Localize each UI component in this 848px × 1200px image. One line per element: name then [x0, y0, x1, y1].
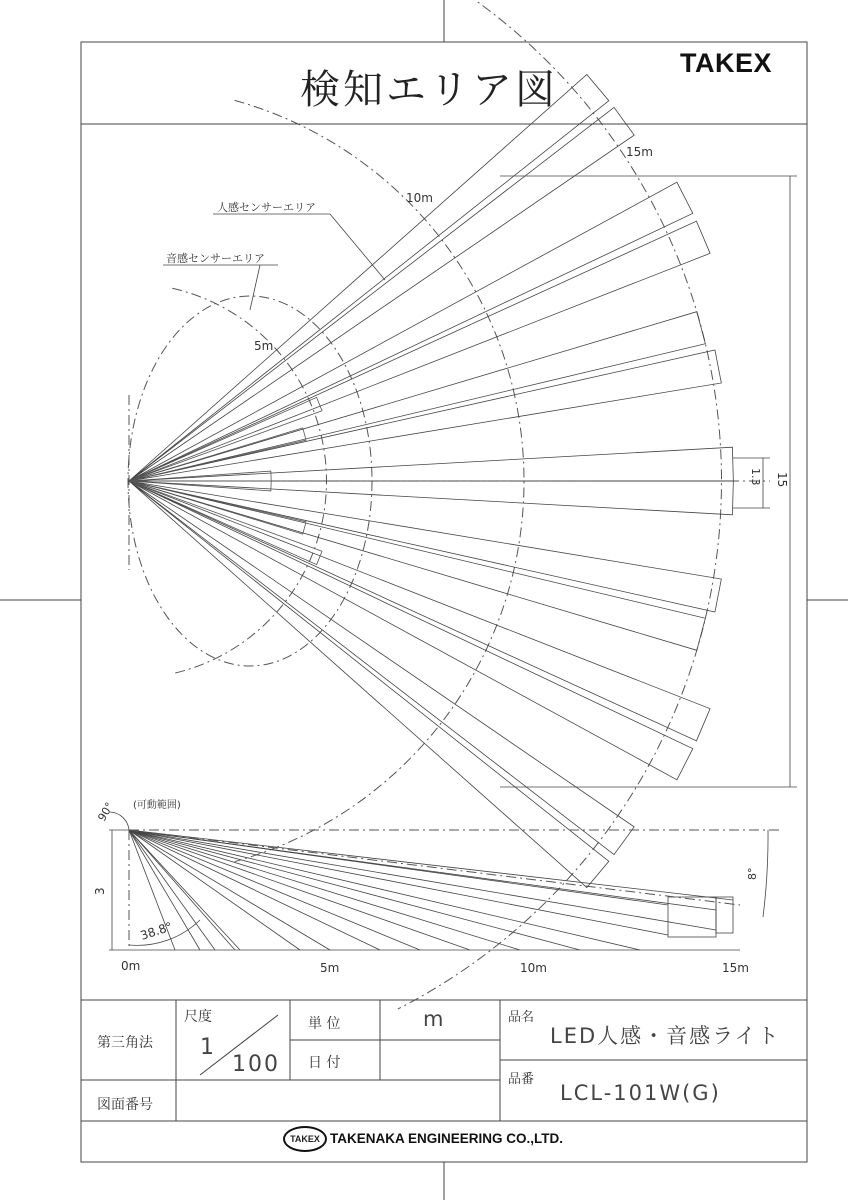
human-beam: [129, 350, 721, 481]
company-name: TAKENAKA ENGINEERING CO.,LTD.: [330, 1131, 564, 1146]
human-beam: [129, 481, 609, 888]
side-beam-ray: [129, 830, 716, 930]
side-beam-end-box: [668, 897, 716, 937]
axis-10m-label: 10m: [520, 961, 547, 975]
unit-value: m: [423, 1007, 446, 1031]
short-beam: [129, 397, 322, 481]
human-beam: [129, 107, 634, 481]
side-beam-end-box: [716, 897, 733, 933]
axis-15m-label: 15m: [722, 961, 749, 975]
human-beam: [129, 481, 634, 855]
scale-label: 尺度: [184, 1009, 212, 1025]
angle-8-label: 8°: [746, 867, 759, 880]
plan-view: [128, 0, 797, 1009]
radius-15m-label: 15m: [626, 145, 653, 159]
human-beam: [129, 481, 733, 515]
height-label: 3: [93, 887, 107, 895]
drawing-no-label: 図面番号: [97, 1097, 153, 1113]
side-beam-ray: [129, 830, 640, 950]
scale-denominator: 100: [232, 1052, 280, 1077]
range-label: (可動範囲): [133, 800, 181, 811]
human-beam: [129, 481, 705, 650]
product-name: LED人感・音感ライト: [550, 1024, 781, 1048]
brand-logo: TAKEX: [680, 48, 773, 78]
axis-5m-label: 5m: [320, 961, 340, 975]
company-logo: TAKEX: [283, 1126, 327, 1152]
scale-numerator: 1: [200, 1035, 216, 1060]
projection-label: 第三角法: [97, 1035, 153, 1051]
side-beam-ray: [129, 830, 580, 950]
human-beam: [129, 312, 705, 481]
human-beam: [129, 182, 693, 481]
drawing-frame: [81, 42, 807, 1162]
angle-90-arc: [110, 812, 129, 830]
side-beam-ray: [129, 830, 733, 900]
dim-13-label: 1.3: [749, 468, 762, 486]
side-beam-ray: [129, 830, 716, 910]
radius-10m-label: 10m: [406, 191, 433, 205]
short-beam: [129, 481, 322, 565]
dim-15-label: 15: [775, 472, 789, 488]
product-no: LCL-101W(G): [560, 1081, 721, 1105]
angle-8-arc: [763, 830, 768, 917]
page-title: 検知エリア図: [300, 67, 558, 113]
product-name-label: 品名: [508, 1010, 535, 1025]
human-beam: [129, 481, 693, 780]
date-label: 日 付: [308, 1055, 341, 1071]
unit-label: 単 位: [308, 1016, 341, 1032]
axis-0m-label: 0m: [121, 959, 141, 973]
angle-90-label: 90°: [95, 800, 117, 824]
side-beam-ray: [129, 830, 668, 935]
product-no-label: 品番: [508, 1072, 535, 1087]
sound-area-label: 音感センサーエリア: [166, 252, 265, 265]
angle-38-label: 38.8°: [138, 919, 175, 943]
radius-5m-label: 5m: [254, 339, 274, 353]
sound-label-leader: [250, 265, 260, 310]
human-area-label: 人感センサーエリア: [217, 201, 316, 214]
side-beam-ray: [129, 830, 520, 950]
human-label-leader: [330, 214, 385, 280]
arc-15m: [398, 0, 722, 1009]
human-beam: [129, 74, 609, 481]
side-view: [93, 798, 780, 975]
human-beam: [129, 447, 733, 481]
human-beam: [129, 481, 721, 612]
